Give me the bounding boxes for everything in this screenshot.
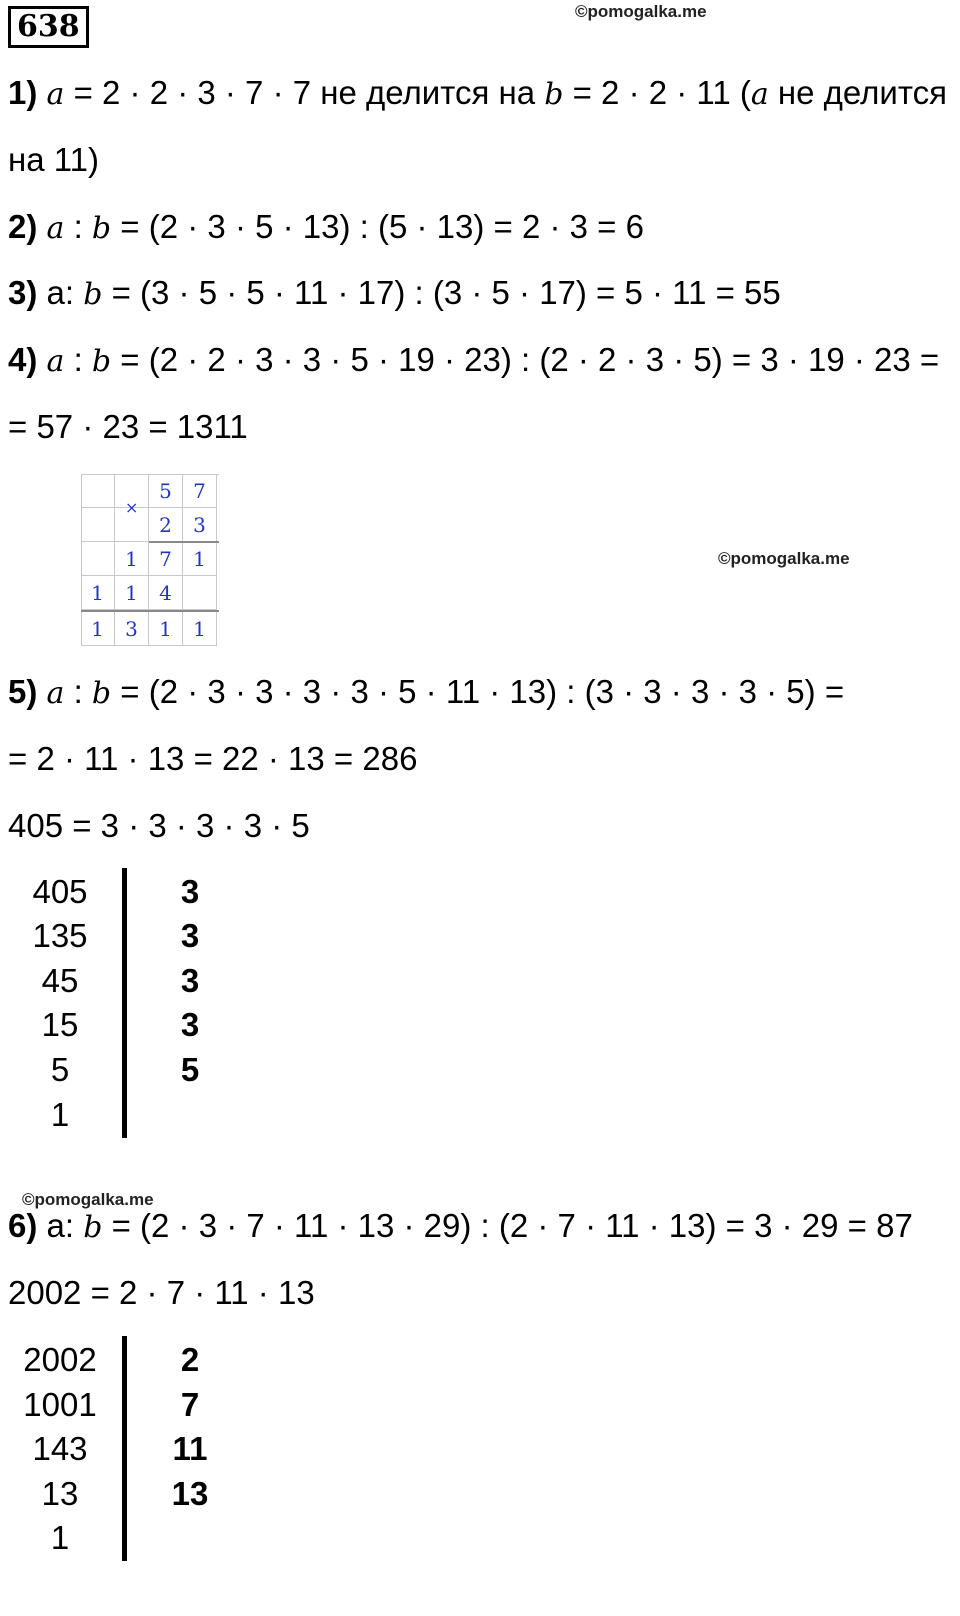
var-a: a [46, 211, 65, 246]
grid-cell: 7 [149, 542, 183, 576]
problem-6-line [8, 1206, 913, 1248]
factor-dividend: 1 [50, 1519, 70, 1556]
problem-5-line [8, 672, 844, 714]
factor-divider [122, 868, 127, 1138]
problem-6-number: 6) [8, 1207, 38, 1244]
var-a: a [46, 344, 65, 379]
problem-6-prefix: a: [37, 1207, 84, 1244]
problem-3-prefix: a: [37, 274, 84, 311]
problem-2-line [8, 207, 644, 249]
grid-cell: 1 [81, 612, 115, 646]
problem-5-continuation: = 2 · 11 · 13 = 22 · 13 = 286 [8, 740, 418, 777]
factor-divider [122, 1336, 127, 1561]
problem-2-text-1: : [64, 208, 92, 245]
factor-divisor: 3 [180, 873, 200, 910]
grid-cell: 3 [183, 508, 217, 542]
problem-3-line [8, 273, 781, 315]
problem-1-text-2: = 2 · 2 · 11 ( [563, 74, 751, 111]
problem-4-continuation: = 57 · 23 = 1311 [8, 408, 248, 445]
problem-4-text-2: = (2 · 2 · 3 · 3 · 5 · 19 · 23) : (2 · 2 · 3 · 5) = 3 · 19 · 23 = [111, 341, 940, 378]
problem-4-line [8, 340, 939, 382]
grid-cell [81, 474, 115, 508]
factorization-405: 405 = 3 · 3 · 3 · 3 · 5 [8, 807, 310, 844]
factor-dividend: 143 [32, 1430, 88, 1467]
var-b: b [91, 344, 112, 379]
problem-6-text-2: = (2 · 3 · 7 · 11 · 13 · 29) : (2 · 7 · 11 · 13) = 3 · 29 = 87 [102, 1207, 913, 1244]
watermark-middle: ©pomogalka.me [718, 549, 850, 568]
problem-3-number: 3) [8, 274, 38, 311]
problem-4-text-1: : [64, 341, 92, 378]
grid-cell: 2 [149, 508, 183, 542]
grid-rule [81, 610, 219, 612]
grid-cell [183, 576, 217, 610]
factor-divisor: 3 [180, 917, 200, 954]
problem-2-text-2: = (2 · 3 · 5 · 13) : (5 · 13) = 2 · 3 = 6 [111, 208, 644, 245]
problem-5-number: 5) [8, 673, 38, 710]
problem-1-continuation: на 11) [8, 141, 99, 178]
factor-divisor: 3 [180, 1006, 200, 1043]
factor-divisor: 2 [180, 1341, 200, 1378]
grid-cell: 1 [115, 576, 149, 610]
grid-cell: 1 [81, 576, 115, 610]
factor-dividend: 1001 [23, 1386, 97, 1423]
problem-1-number: 1) [8, 74, 38, 111]
factor-dividend: 2002 [23, 1341, 97, 1378]
grid-cell: 1 [183, 612, 217, 646]
grid-cell [81, 542, 115, 576]
factor-dividend: 135 [32, 917, 88, 954]
grid-cell: 3 [115, 612, 149, 646]
factor-dividend: 405 [32, 873, 88, 910]
factor-dividend: 13 [41, 1475, 79, 1512]
var-a: a [750, 77, 769, 112]
grid-cell: 1 [183, 542, 217, 576]
factor-dividend: 5 [50, 1051, 70, 1088]
multiply-sign: × [125, 498, 139, 517]
factor-dividend: 1 [50, 1096, 70, 1133]
grid-cell: 7 [183, 474, 217, 508]
var-a: a [46, 77, 65, 112]
factor-divisor: 11 [172, 1430, 208, 1467]
factor-dividend: 15 [41, 1006, 79, 1043]
var-b: b [544, 77, 564, 112]
grid-cell: 4 [149, 576, 183, 610]
problem-number: 638 [8, 6, 89, 48]
grid-cell: 1 [115, 542, 149, 576]
problem-5-text-2: = (2 · 3 · 3 · 3 · 3 · 5 · 11 · 13) : (3 · 3 · 3 · 3 · 5) = [111, 673, 845, 710]
grid-cell: 1 [149, 612, 183, 646]
problem-5-text-1: : [64, 673, 92, 710]
problem-4-number: 4) [8, 341, 38, 378]
grid-cell: 5 [149, 474, 183, 508]
factor-dividend: 45 [41, 962, 79, 999]
grid-cell [81, 508, 115, 542]
var-b: b [91, 211, 112, 246]
watermark-bottom: ©pomogalka.me [22, 1190, 154, 1209]
factor-divisor: 13 [171, 1475, 209, 1512]
factorization-2002: 2002 = 2 · 7 · 11 · 13 [8, 1274, 315, 1311]
var-a: a [46, 676, 65, 711]
factor-divisor: 3 [180, 962, 200, 999]
var-b: b [83, 1210, 103, 1245]
grid-rule [149, 541, 219, 543]
problem-3-text-2: = (3 · 5 · 5 · 11 · 17) : (3 · 5 · 17) = 5 · 11 = 55 [102, 274, 781, 311]
factor-divisor: 7 [180, 1386, 200, 1423]
factor-divisor: 5 [180, 1051, 200, 1088]
problem-2-number: 2) [8, 208, 38, 245]
var-b: b [91, 676, 112, 711]
watermark-top: ©pomogalka.me [575, 2, 707, 21]
problem-1-line [8, 73, 947, 115]
var-b: b [83, 277, 103, 312]
problem-1-text-3: не делится [768, 74, 947, 111]
problem-1-text-1: = 2 · 2 · 3 · 7 · 7 не делится на [64, 74, 545, 111]
